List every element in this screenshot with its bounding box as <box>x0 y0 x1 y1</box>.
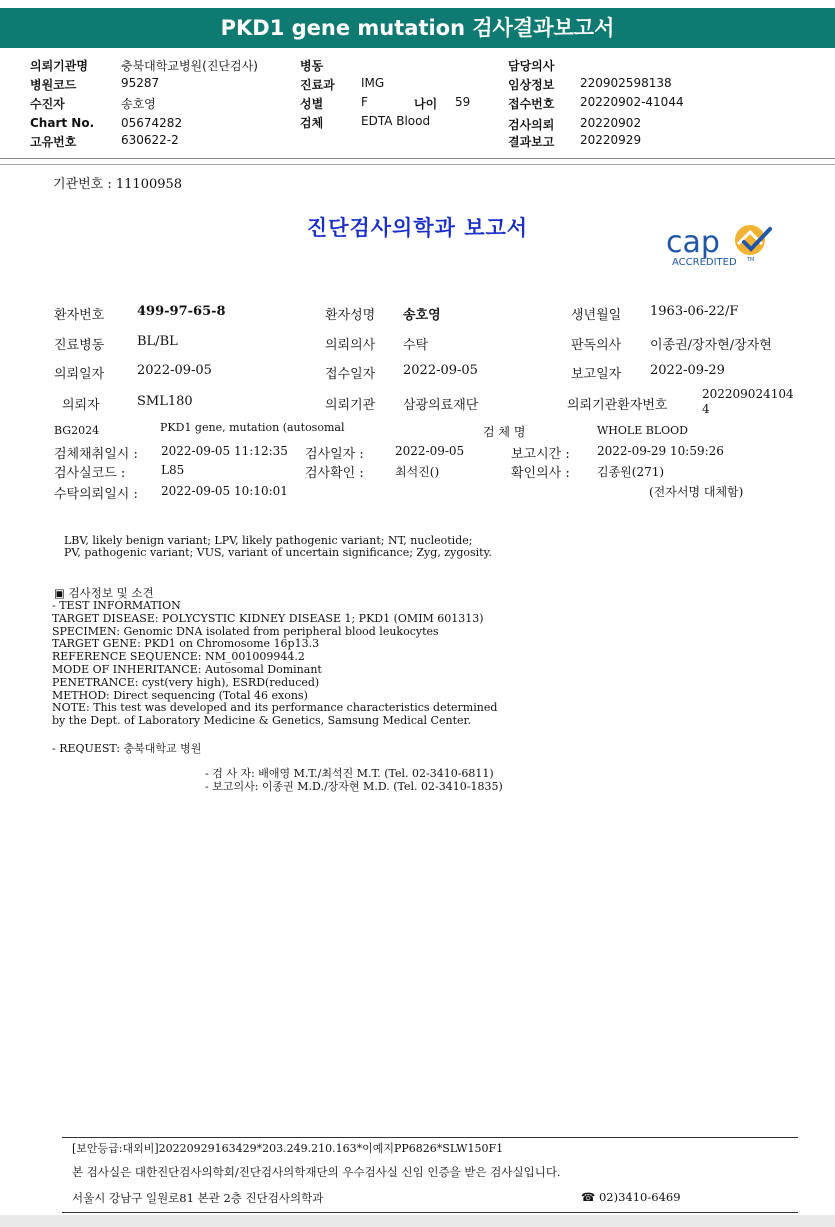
hdr-label-ward: 병동 <box>300 59 324 73</box>
label-specimen-name: 검 체 명 <box>483 425 526 439</box>
hdr-label-department: 진료과 <box>300 78 335 92</box>
label-collection-datetime: 검체채취일시 : <box>54 447 138 462</box>
value-requesting-doctor: 수탁 <box>403 338 429 353</box>
label-ward: 진료병동 <box>54 338 105 353</box>
value-patient-name: 송호영 <box>403 308 441 323</box>
hdr-label-sex: 성별 <box>300 97 324 111</box>
value-report-time: 2022-09-29 10:59:26 <box>597 444 724 458</box>
reporter-line: - 보고의사: 이종권 M.D./장자현 M.D. (Tel. 02-3410-1835) <box>205 780 503 793</box>
hdr-value-receipt-no: 20220902-41044 <box>580 95 684 109</box>
electronic-signature-note: (전자서명 대체함) <box>649 485 744 499</box>
hdr-label-hospital-code: 병원코드 <box>30 78 77 92</box>
label-report-time: 보고시간 : <box>511 447 570 462</box>
abbreviation-line-1: LBV, likely benign variant; LPV, likely pathogenic variant; NT, nucleotide; <box>64 534 473 547</box>
value-test-date: 2022-09-05 <box>395 444 465 458</box>
info-line: - TEST INFORMATION <box>52 599 181 612</box>
info-line: MODE OF INHERITANCE: Autosomal Dominant <box>52 663 322 676</box>
request-line: - REQUEST: 충북대학교 병원 <box>52 742 202 755</box>
hdr-label-unique-no: 고유번호 <box>30 135 77 149</box>
hdr-label-receipt-no: 접수번호 <box>508 97 555 111</box>
label-request-date: 의뢰일자 <box>54 367 105 382</box>
hdr-value-test-request: 20220902 <box>580 116 642 130</box>
value-institution-patient-no-line2: 4 <box>702 402 710 416</box>
tester-line: - 검 사 자: 배애영 M.T./최석진 M.T. (Tel. 02-3410-6811) <box>205 767 494 780</box>
label-test-date: 검사일자 : <box>305 447 364 462</box>
svg-text:TM: TM <box>747 257 755 263</box>
hdr-label-result-report: 결과보고 <box>508 135 555 149</box>
value-requester: SML180 <box>137 394 193 409</box>
section-heading-test-info: ▣ 검사정보 및 소견 <box>54 586 154 600</box>
label-requester: 의뢰자 <box>62 398 100 413</box>
label-confirming-doctor: 확인의사 : <box>511 466 570 481</box>
value-receipt-date: 2022-09-05 <box>403 363 478 378</box>
value-institution-patient-no-line1: 202209024104 <box>702 387 794 401</box>
value-ward: BL/BL <box>137 334 178 349</box>
hdr-value-department: IMG <box>361 76 385 90</box>
svg-text:cap: cap <box>666 225 720 260</box>
test-name: PKD1 gene, mutation (autosomal <box>160 421 345 434</box>
value-lab-code: L85 <box>161 463 185 477</box>
value-patient-no: 499-97-65-8 <box>137 304 226 319</box>
label-requesting-doctor: 의뢰의사 <box>325 338 376 353</box>
security-line: [보안등급:대외비]20220929163429*203.249.210.163*이예지PP6826*SLW150F1 <box>72 1142 504 1155</box>
hdr-value-sex: F <box>361 95 368 109</box>
lab-phone: ☎ 02)3410-6469 <box>581 1190 681 1204</box>
institution-number: 기관번호 : 11100958 <box>53 177 183 192</box>
hdr-label-examinee: 수진자 <box>30 97 65 111</box>
label-institution-patient-no: 의뢰기관환자번호 <box>567 398 668 413</box>
hdr-value-unique-no: 630622-2 <box>121 133 179 147</box>
footer-divider-top <box>62 1137 798 1138</box>
info-line: NOTE: This test was developed and its performance characteristics determined <box>52 701 498 714</box>
info-line: SPECIMEN: Genomic DNA isolated from peripheral blood leukocytes <box>52 625 439 638</box>
hdr-label-chart-no: Chart No. <box>30 116 95 130</box>
label-consignment-datetime: 수탁의뢰일시 : <box>54 487 138 502</box>
hdr-label-specimen: 검체 <box>300 116 324 130</box>
hdr-value-result-report: 20220929 <box>580 133 642 147</box>
footer-divider-bottom <box>62 1212 798 1213</box>
hdr-value-specimen: EDTA Blood <box>361 114 431 128</box>
value-test-confirmation: 최석진() <box>395 465 440 479</box>
hdr-value-examinee: 송호영 <box>121 97 156 111</box>
hdr-value-requesting-institution: 충북대학교병원(진단검사) <box>121 59 258 73</box>
value-requesting-institution: 삼광의료재단 <box>403 398 479 413</box>
hdr-value-clinical-info: 220902598138 <box>580 76 672 90</box>
hdr-value-hospital-code: 95287 <box>121 76 160 90</box>
header-divider <box>0 158 835 159</box>
certification-statement: 본 검사실은 대한진단검사의학회/진단검사의학재단의 우수검사실 신임 인증을 받은 검사실입니다. <box>72 1165 561 1179</box>
hdr-label-age: 나이 <box>414 97 438 111</box>
abbreviation-line-2: PV, pathogenic variant; VUS, variant of uncertain significance; Zyg, zygosity. <box>64 546 492 559</box>
value-request-date: 2022-09-05 <box>137 363 212 378</box>
value-reading-doctor: 이종권/장자현/장자현 <box>650 338 772 353</box>
test-code: BG2024 <box>54 424 100 437</box>
info-line: METHOD: Direct sequencing (Total 46 exons) <box>52 689 308 702</box>
info-line: TARGET DISEASE: POLYCYSTIC KIDNEY DISEASE 1; PKD1 (OMIM 601313) <box>52 612 484 625</box>
header-divider-secondary <box>0 164 835 165</box>
info-line: by the Dept. of Laboratory Medicine & Genetics, Samsung Medical Center. <box>52 714 472 727</box>
value-specimen-name: WHOLE BLOOD <box>597 424 688 437</box>
info-line: PENETRANCE: cyst(very high), ESRD(reduced) <box>52 676 320 689</box>
label-patient-name: 환자성명 <box>325 308 376 323</box>
hdr-value-age: 59 <box>455 95 471 109</box>
info-line: TARGET GENE: PKD1 on Chromosome 16p13.3 <box>52 637 320 650</box>
value-consignment-datetime: 2022-09-05 10:10:01 <box>161 484 288 498</box>
label-reading-doctor: 판독의사 <box>571 338 622 353</box>
report-title: PKD1 gene mutation 검사결과보고서 <box>0 8 835 48</box>
hdr-value-chart-no: 05674282 <box>121 116 183 130</box>
label-lab-code: 검사실코드 : <box>54 466 126 481</box>
label-patient-no: 환자번호 <box>54 308 105 323</box>
label-requesting-institution: 의뢰기관 <box>325 398 376 413</box>
label-birth-date: 생년월일 <box>571 308 622 323</box>
info-line: REFERENCE SEQUENCE: NM_001009944.2 <box>52 650 305 663</box>
cap-accredited-logo <box>664 220 780 272</box>
hdr-label-clinical-info: 임상정보 <box>508 78 555 92</box>
svg-text:ACCREDITED: ACCREDITED <box>672 257 737 268</box>
value-report-date: 2022-09-29 <box>650 363 725 378</box>
hdr-label-requesting-institution: 의뢰기관명 <box>30 59 88 73</box>
value-birth-date: 1963-06-22/F <box>650 304 739 319</box>
label-test-confirmation: 검사확인 : <box>305 466 364 481</box>
document-title: 진단검사의학과 보고서 <box>306 215 529 240</box>
value-collection-datetime: 2022-09-05 11:12:35 <box>161 444 288 458</box>
page-bottom-margin <box>0 1215 835 1227</box>
lab-address: 서울시 강남구 일원로81 본관 2층 진단검사의학과 <box>72 1191 324 1205</box>
label-report-date: 보고일자 <box>571 367 622 382</box>
value-confirming-doctor: 김종원(271) <box>597 465 665 479</box>
hdr-label-attending-doctor: 담당의사 <box>508 59 555 73</box>
label-receipt-date: 접수일자 <box>325 367 376 382</box>
hdr-label-test-request: 검사의뢰 <box>508 118 555 132</box>
